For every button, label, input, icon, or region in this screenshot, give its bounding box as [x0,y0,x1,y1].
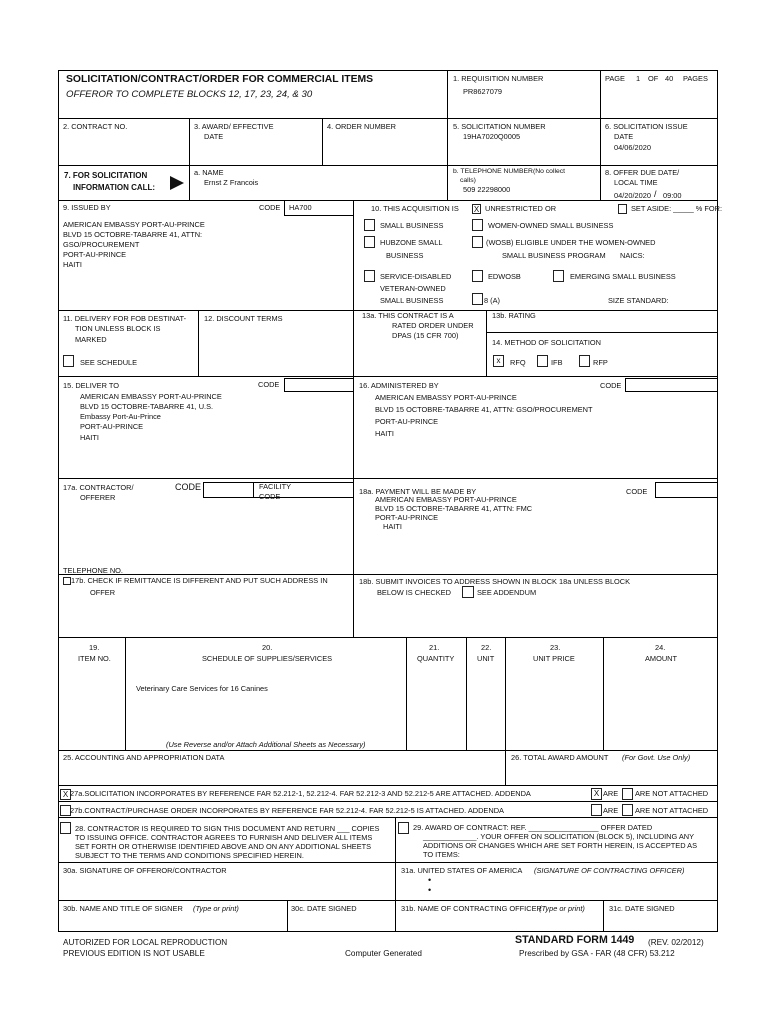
hubzone-checkbox[interactable] [364,236,375,248]
telephone-label-calls: calls) [460,177,476,184]
naics-label: NAICS: [620,251,645,260]
order-number-label: 4. ORDER NUMBER [327,122,396,131]
solicitation-incorporates-label: 27a.SOLICITATION INCORPORATES BY REFERENCE FAR 52.212-1, 52.212-4. FAR 52.212-3 AND 52.212-5 ARE ATTACHED. ADDENDA [70,789,531,798]
offer-due-date[interactable]: 04/20/2020 [614,191,651,200]
contractor-required-text: TO ISSUING OFFICE. CONTRACTOR AGREES TO FURNISH AND DELIVER ALL ITEMS [75,833,373,842]
additional-sheets-note: (Use Reverse and/or Attach Additional Sheets as Necessary) [166,740,366,749]
page-number: 1 [636,74,641,83]
award-contract-text: TO ITEMS: [423,850,460,859]
offer-due-time[interactable]: 09:00 [663,191,682,200]
addenda-are-label-2: ARE [603,806,619,815]
administered-by-line: BLVD 15 OCTOBRE-TABARRE 41, ATTN: GSO/PROCUREMENT [375,405,593,414]
submit-invoices-label-2: BELOW IS CHECKED [377,588,451,597]
col-21-number: 21. [429,643,440,652]
contractor-label-2: OFFERER [80,493,116,502]
eight-a-label: 8 (A) [484,296,501,305]
previous-edition-text: PREVIOUS EDITION IS NOT USABLE [63,949,205,958]
contact-name-value[interactable]: Ernst Z Francois [204,178,259,187]
award-contract-checkbox[interactable] [398,822,409,834]
award-contract-text: _____________. YOUR OFFER ON SOLICITATION (BLOCK 5), INCLUDING ANY [423,832,695,841]
solicitation-info-label: 7. FOR SOLICITATION [64,171,148,180]
col-quantity-header: QUANTITY [417,654,455,663]
administered-by-label: 16. ADMINISTERED BY [359,381,439,390]
administered-by-line: AMERICAN EMBASSY PORT-AU-PRINCE [375,393,517,402]
page-label: PAGE [605,74,625,83]
addenda-are-label: ARE [603,789,619,798]
eight-a-checkbox[interactable] [472,293,483,305]
facility-code-label: FACILITY [259,482,292,491]
total-award-note: (For Govt. Use Only) [622,753,691,762]
contact-name-label: a. NAME [194,168,224,177]
wosb-checkbox[interactable] [472,236,483,248]
sdvo-checkbox[interactable] [364,270,375,282]
addenda-are-not-checkbox[interactable] [622,788,633,800]
remittance-label: 17b. CHECK IF REMITTANCE IS DIFFERENT AND PUT SUCH ADDRESS IN [71,576,328,585]
telephone-value[interactable]: 509 22298000 [463,185,511,194]
standard-form-title: STANDARD FORM 1449 [515,934,635,946]
col-24-number: 24. [655,643,666,652]
payment-code-label: CODE [626,487,648,496]
sdvo-label-3: SMALL BUSINESS [380,296,444,305]
size-standard-label: SIZE STANDARD: [608,296,669,305]
emerging-label: EMERGING SMALL BUSINESS [570,272,676,281]
col-23-number: 23. [550,643,561,652]
issued-by-line: HAITI [63,260,82,269]
award-contract-text: ADDITIONS OR CHANGES WHICH ARE SET FORTH HEREIN, IS ACCEPTED AS [423,841,698,850]
issue-date-value[interactable]: 04/06/2020 [614,143,651,152]
edwosb-checkbox[interactable] [472,270,483,282]
women-owned-label: WOMEN-OWNED SMALL BUSINESS [488,221,614,230]
col-19-number: 19. [89,643,100,652]
small-business-label: SMALL BUSINESS [380,221,444,230]
form-revision: (REV. 02/2012) [648,938,704,947]
requisition-label: 1. REQUISITION NUMBER [453,74,544,83]
requisition-value[interactable]: PR8627079 [463,87,503,96]
administered-by-code-label: CODE [600,381,622,390]
page-of: OF [648,74,659,83]
addenda-are-not-label: ARE NOT ATTACHED [635,789,709,798]
local-reproduction-text: AUTORIZED FOR LOCAL REPRODUCTION [63,938,228,947]
contractor-required-text: SET FORTH OR OTHERWISE IDENTIFIED ABOVE AND ON ANY ADDITIONAL SHEETS [75,842,372,851]
rated-order-label-2: RATED ORDER UNDER [392,321,474,330]
payment-line: AMERICAN EMBASSY PORT-AU-PRINCE [375,495,517,504]
administered-by-line: HAITI [375,429,394,438]
deliver-to-line: HAITI [80,433,99,442]
addenda-are-checkbox[interactable] [591,788,602,800]
issue-date-label: 6. SOLICITATION ISSUE [605,122,688,131]
see-schedule-checkbox[interactable] [63,355,74,367]
solicitation-number-value[interactable]: 19HA7020Q0005 [463,132,521,141]
issue-date-word: DATE [614,132,634,141]
small-business-checkbox[interactable] [364,219,375,231]
remittance-checkbox[interactable] [63,577,71,585]
see-addendum-checkbox[interactable] [462,586,474,598]
checkbox-x-mark: X [62,790,69,799]
rated-order-label-3: DPAS (15 CFR 700) [392,331,459,340]
col-item-no-header: ITEM NO. [78,654,111,663]
signature-bullet: • [428,875,432,885]
col-schedule-header: SCHEDULE OF SUPPLIES/SERVICES [202,654,333,663]
rfq-checkbox[interactable] [493,355,504,367]
form-title: SOLICITATION/CONTRACT/ORDER FOR COMMERCIAL ITEMS [66,74,374,85]
rfp-label: RFP [593,358,608,367]
ifb-label: IFB [551,358,563,367]
contractor-code-label: CODE [175,482,202,492]
ifb-checkbox[interactable] [537,355,548,367]
addenda-are-not-label-2: ARE NOT ATTACHED [635,806,709,815]
prescribed-by-text: Prescribed by GSA - FAR (48 CFR) 53.212 [519,949,675,958]
telephone-no-label: TELEPHONE NO. [63,566,123,575]
delivery-fob-label-3: MARKED [75,335,107,344]
addenda-are-checkbox-2[interactable] [591,804,602,816]
unrestricted-label: UNRESTRICTED OR [485,204,557,213]
accounting-label: 25. ACCOUNTING AND APPROPRIATION DATA [63,753,225,762]
col-unit-price-header: UNIT PRICE [533,654,575,663]
delivery-fob-label-2: TION UNLESS BLOCK IS [75,324,161,333]
computer-generated-text: Computer Generated [345,949,422,958]
issued-by-code-value[interactable]: HA700 [289,203,312,212]
checkbox-x-mark: X [473,205,480,214]
offer-due-separator: / [654,189,657,199]
rated-order-label: 13a. THIS CONTRACT IS A [362,311,454,320]
contractor-required-text: SUBJECT TO THE TERMS AND CONDITIONS SPECIFIED HEREIN. [75,851,304,860]
signer-name-note: (Type or print) [193,904,239,913]
deliver-to-line: PORT-AU-PRINCE [80,422,144,431]
rating-label: 13b. RATING [492,311,536,320]
date-signed-label: 30c. DATE SIGNED [291,904,357,913]
officer-date-signed-label: 31c. DATE SIGNED [609,904,675,913]
checkbox-x-mark: x [496,356,501,365]
hubzone-label-2: BUSINESS [386,251,424,260]
solicitation-number-label: 5. SOLICITATION NUMBER [453,122,546,131]
contract-no-label: 2. CONTRACT NO. [63,122,128,131]
contracting-officer-name-label: 31b. NAME OF CONTRACTING OFFICER [401,904,542,913]
local-time-label: LOCAL TIME [614,178,658,187]
hubzone-label: HUBZONE SMALL [380,238,443,247]
pages-word: PAGES [683,74,708,83]
contracting-officer-signature-note: (SIGNATURE OF CONTRACTING OFFICER) [534,866,685,875]
see-schedule-label: SEE SCHEDULE [80,358,138,367]
sdvo-label-2: VETERAN-OWNED [380,284,446,293]
acquisition-label: 10. THIS ACQUISITION IS [371,204,459,213]
col-22-number: 22. [481,643,492,652]
payment-line: BLVD 15 OCTOBRE-TABARRE 41, ATTN: FMC [375,504,533,513]
contract-incorporates-label: 27b.CONTRACT/PURCHASE ORDER INCORPORATES BY REFERENCE FAR 52.212-4. FAR 52.212-5 IS ATTACHED. ADDENDA [70,806,504,815]
rfq-label: RFQ [510,358,526,367]
form-subtitle: OFFEROR TO COMPLETE BLOCKS 12, 17, 23, 24, & 30 [66,89,313,100]
page-total: 40 [665,74,674,83]
col-unit-header: UNIT [477,654,495,663]
deliver-to-line: Embassy Port-Au-Prince [80,412,161,421]
arrow-right-icon [170,176,184,190]
issued-by-line: PORT-AU-PRINCE [63,250,127,259]
checkbox-x-mark: X [593,789,600,798]
discount-terms-label: 12. DISCOUNT TERMS [204,314,283,323]
deliver-to-line: BLVD 15 OCTOBRE-TABARRE 41, U.S. [80,402,214,411]
total-award-label: 26. TOTAL AWARD AMOUNT [511,753,609,762]
issued-by-label: 9. ISSUED BY [63,203,111,212]
administered-by-line: PORT-AU-PRINCE [375,417,439,426]
contractor-label: 17a. CONTRACTOR/ [63,483,134,492]
edwosb-label: EDWOSB [488,272,521,281]
issued-by-line: GSO/PROCUREMENT [63,240,140,249]
remittance-label-2: OFFER [90,588,116,597]
emerging-checkbox[interactable] [553,270,564,282]
issued-by-line: BLVD 15 OCTOBRE-TABARRE 41, ATTN: [63,230,203,239]
col-amount-header: AMOUNT [645,654,678,663]
payment-line: PORT-AU-PRINCE [375,513,439,522]
rfp-checkbox[interactable] [579,355,590,367]
method-solicitation-label: 14. METHOD OF SOLICITATION [492,338,601,347]
set-aside-label: SET ASIDE: _____ % FOR: [631,204,723,213]
col-20-number: 20. [262,643,273,652]
wosb-label: (WOSB) ELIGIBLE UNDER THE WOMEN-OWNED [486,238,656,247]
payment-label: 18a. PAYMENT WILL BE MADE BY [359,487,477,496]
sdvo-label: SERVICE-DISABLED [380,272,452,281]
issued-by-line: AMERICAN EMBASSY PORT-AU-PRINCE [63,220,205,229]
offeror-signature-label: 30a. SIGNATURE OF OFFEROR/CONTRACTOR [63,866,227,875]
wosb-label-2: SMALL BUSINESS PROGRAM [502,251,606,260]
contractor-sign-checkbox[interactable] [60,822,71,834]
women-owned-checkbox[interactable] [472,219,483,231]
issued-by-code-label: CODE [259,203,281,212]
award-contract-text: 29. AWARD OF CONTRACT: REF. _________________ OFFER DATED [413,823,653,832]
delivery-fob-label: 11. DELIVERY FOR FOB DESTINAT- [63,314,187,323]
award-date-word: DATE [204,132,224,141]
deliver-to-code-label: CODE [258,380,280,389]
set-aside-checkbox[interactable] [618,204,627,214]
us-signature-label: 31a. UNITED STATES OF AMERICA [401,866,523,875]
facility-code-label-2: CODE [259,492,281,501]
submit-invoices-label: 18b. SUBMIT INVOICES TO ADDRESS SHOWN IN BLOCK 18a UNLESS BLOCK [359,577,631,586]
see-addendum-label: SEE ADDENDUM [477,588,537,597]
information-call-label: INFORMATION CALL: [73,183,156,192]
payment-line: HAITI [383,522,402,531]
unrestricted-checkbox[interactable] [472,204,481,214]
addenda-are-not-checkbox-2[interactable] [622,804,633,816]
offer-due-label: 8. OFFER DUE DATE/ [605,168,680,177]
item-description: Veterinary Care Services for 16 Canines [136,684,268,693]
signature-bullet: • [428,885,432,895]
signer-name-label: 30b. NAME AND TITLE OF SIGNER [63,904,183,913]
contractor-required-text: 28. CONTRACTOR IS REQUIRED TO SIGN THIS DOCUMENT AND RETURN ___ COPIES [75,824,380,833]
deliver-to-label: 15. DELIVER TO [63,381,120,390]
telephone-label: b. TELEPHONE NUMBER(No collect [453,168,566,175]
deliver-to-line: AMERICAN EMBASSY PORT-AU-PRINCE [80,392,222,401]
contracting-officer-name-note: (Type or print) [539,904,585,913]
award-date-label: 3. AWARD/ EFFECTIVE [194,122,274,131]
